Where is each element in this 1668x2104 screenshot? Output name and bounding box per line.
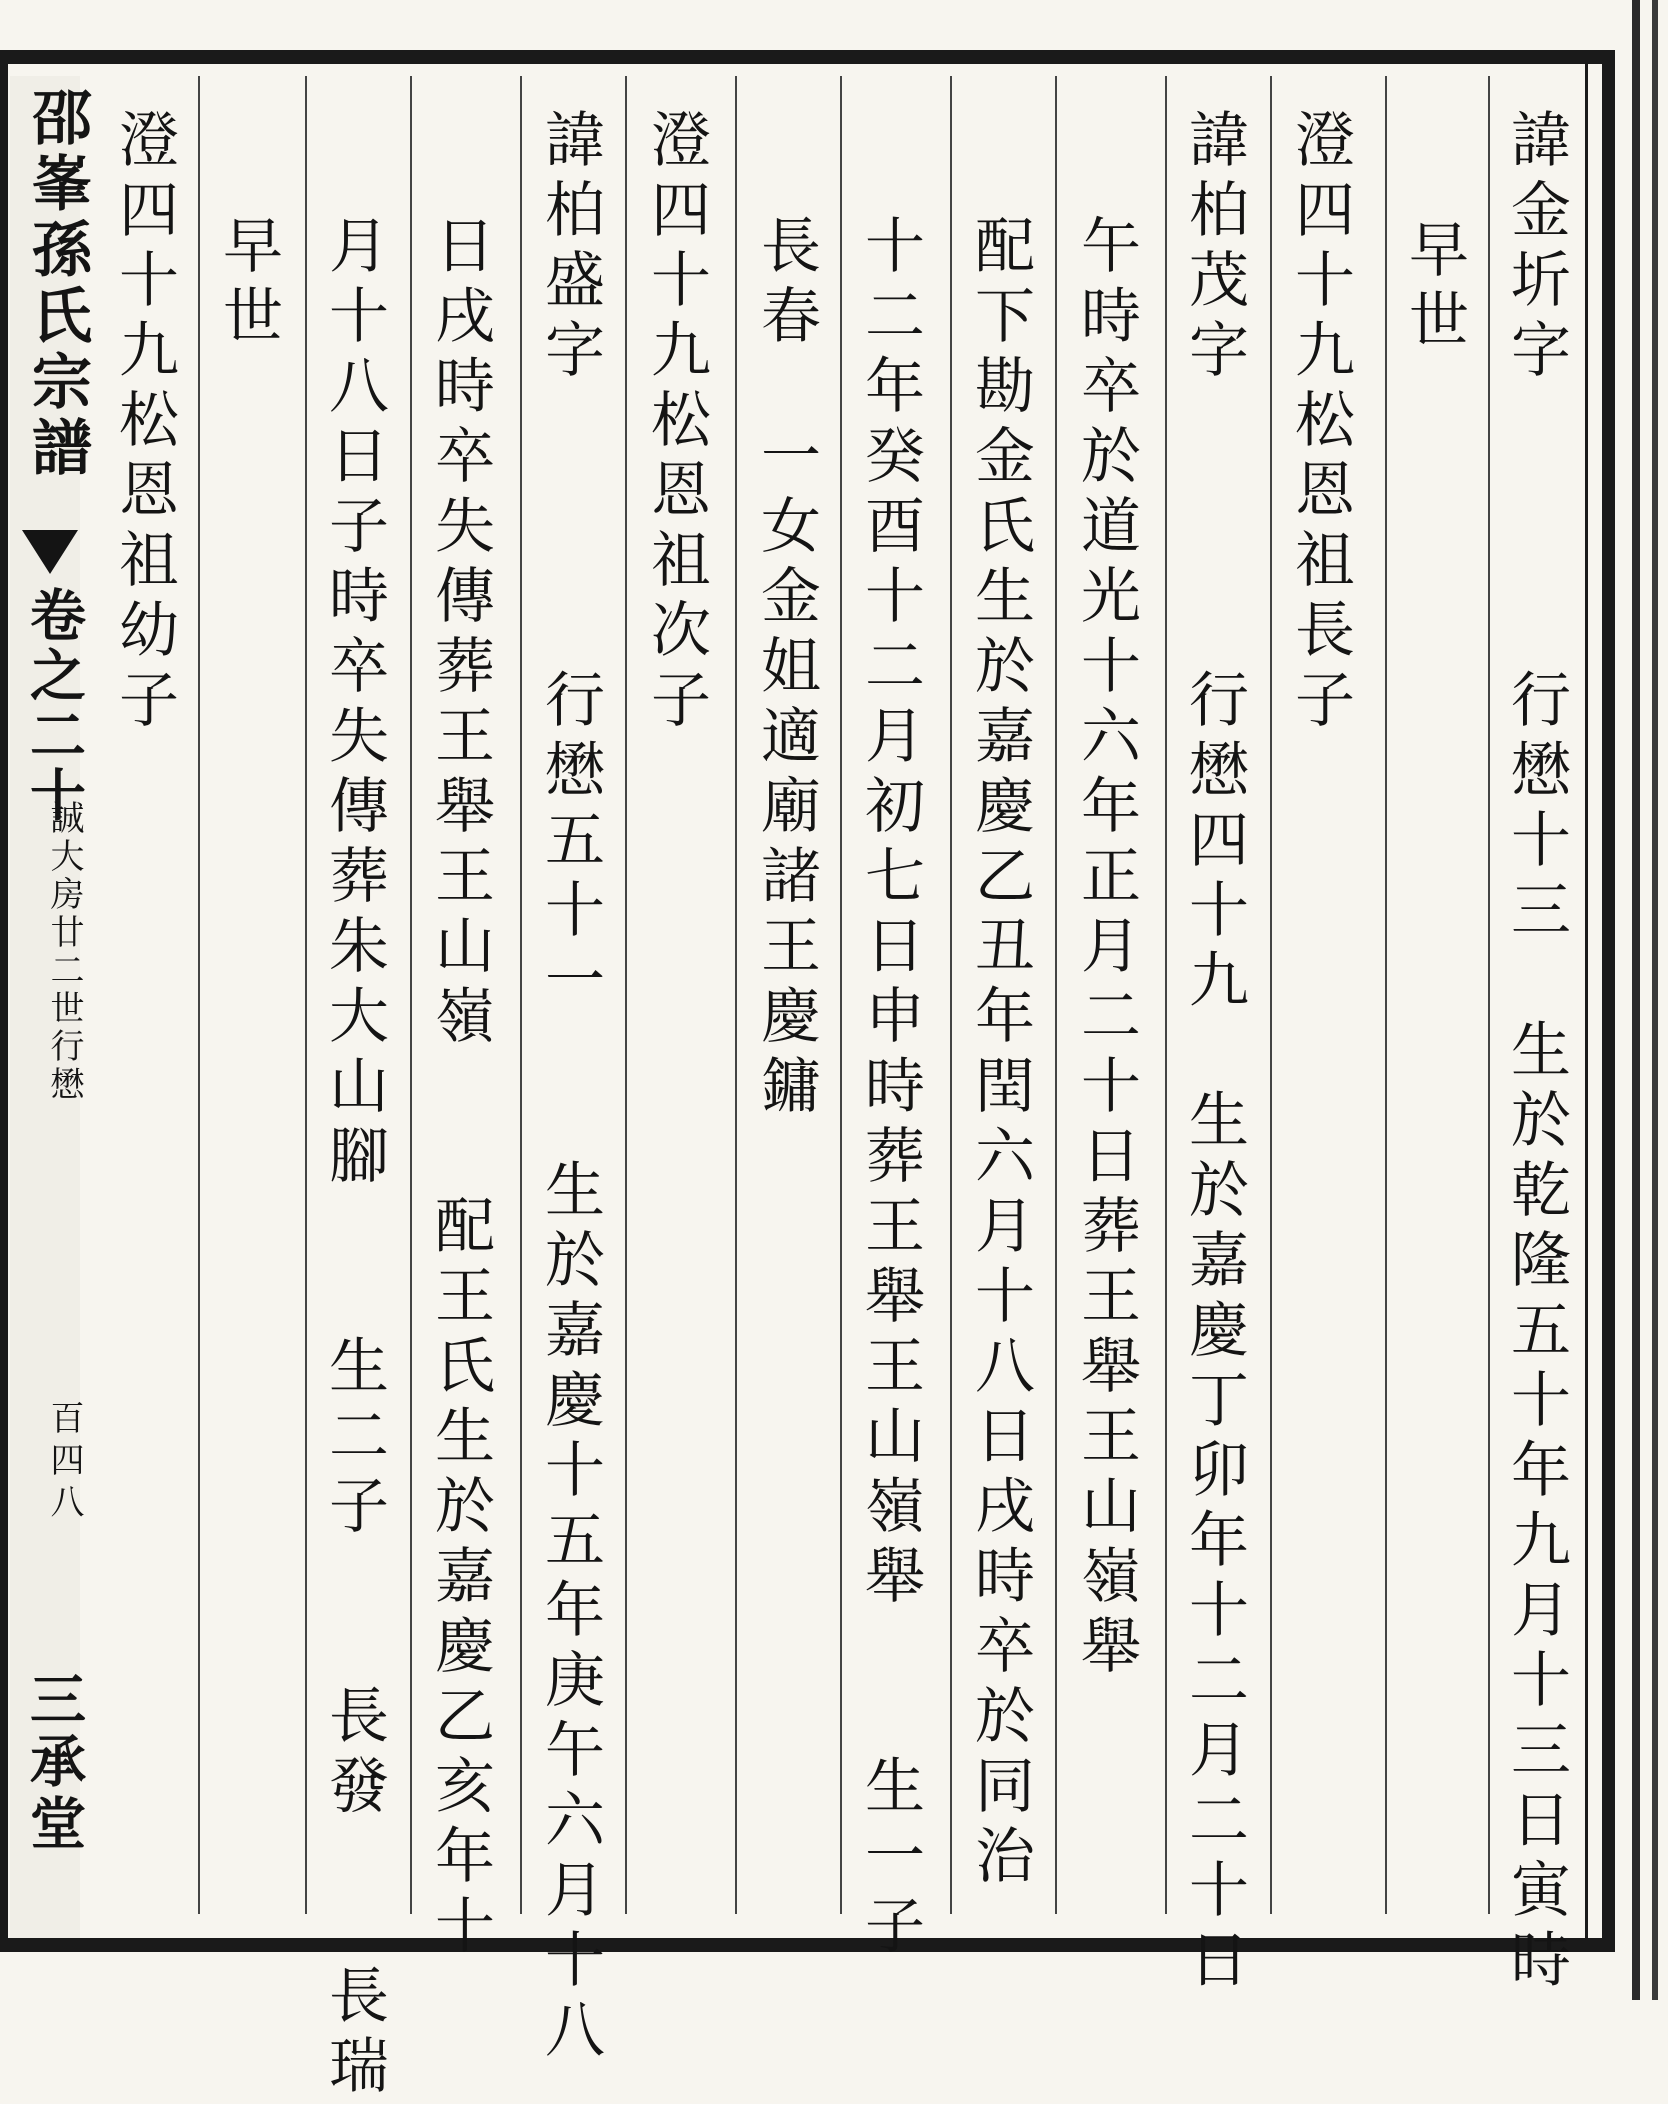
text-column: 日戌時卒失傳葬王舉王山嶺 配王氏生於嘉慶乙亥年十 xyxy=(425,214,495,1964)
page-edge xyxy=(1632,0,1640,2000)
column-rule xyxy=(1055,76,1057,1914)
text-column: 月十八日子時卒失傳葬朱大山腳 生二子 長發 長瑞 xyxy=(319,214,389,2104)
genealogy-title: 邵峯孫氏宗譜 xyxy=(22,86,92,482)
column-rule xyxy=(410,76,412,1914)
text-column: 澄四十九松恩祖次子 xyxy=(641,108,711,738)
text-column: 早世 xyxy=(1399,218,1469,358)
column-rule xyxy=(625,76,627,1914)
text-column: 十二年癸酉十二月初七日申時葬王舉王山嶺舉 生一子 xyxy=(855,214,925,1964)
column-rule xyxy=(1488,76,1490,1914)
frame-right-inner-line xyxy=(1585,64,1588,1938)
text-column: 諱金圻字 行懋十三 生於乾隆五十年九月十三日寅時 xyxy=(1501,108,1571,1998)
text-column: 諱柏茂字 行懋四十九 生於嘉慶丁卯年十二月二十日 xyxy=(1179,108,1249,1998)
section-note: 誠大房廿二世行懋 xyxy=(44,800,84,1104)
column-rule xyxy=(1165,76,1167,1914)
frame-right-border xyxy=(1602,50,1615,1952)
column-rule xyxy=(1270,76,1272,1914)
text-column: 澄四十九松恩祖幼子 xyxy=(109,108,179,738)
text-column: 長春 一女金姐適廟諸王慶鏞 xyxy=(751,214,821,1124)
page-number: 百四八 xyxy=(44,1400,84,1526)
column-rule xyxy=(840,76,842,1914)
text-column: 午時卒於道光十六年正月二十日葬王舉王山嶺舉 xyxy=(1071,214,1141,1684)
hall-name: 三承堂 xyxy=(21,1670,87,1856)
page-edge xyxy=(1652,0,1658,2000)
text-column: 諱柏盛字 行懋五十一 生於嘉慶十五年庚午六月十八 xyxy=(535,108,605,2068)
frame-bottom-border xyxy=(0,1938,1615,1952)
text-column: 配下勘金氏生於嘉慶乙丑年閏六月十八日戌時卒於同治 xyxy=(965,214,1035,1894)
column-rule xyxy=(950,76,952,1914)
fish-tail-mark xyxy=(22,530,78,574)
volume-label: 卷之二十 xyxy=(21,586,87,826)
column-rule xyxy=(198,76,200,1914)
text-column: 早世 xyxy=(213,214,283,354)
column-rule xyxy=(520,76,522,1914)
frame-left-border xyxy=(0,50,8,1952)
column-rule xyxy=(1385,76,1387,1914)
text-column: 澄四十九松恩祖長子 xyxy=(1285,108,1355,738)
frame-top-border xyxy=(0,50,1615,64)
column-rule xyxy=(735,76,737,1914)
column-rule xyxy=(305,76,307,1914)
